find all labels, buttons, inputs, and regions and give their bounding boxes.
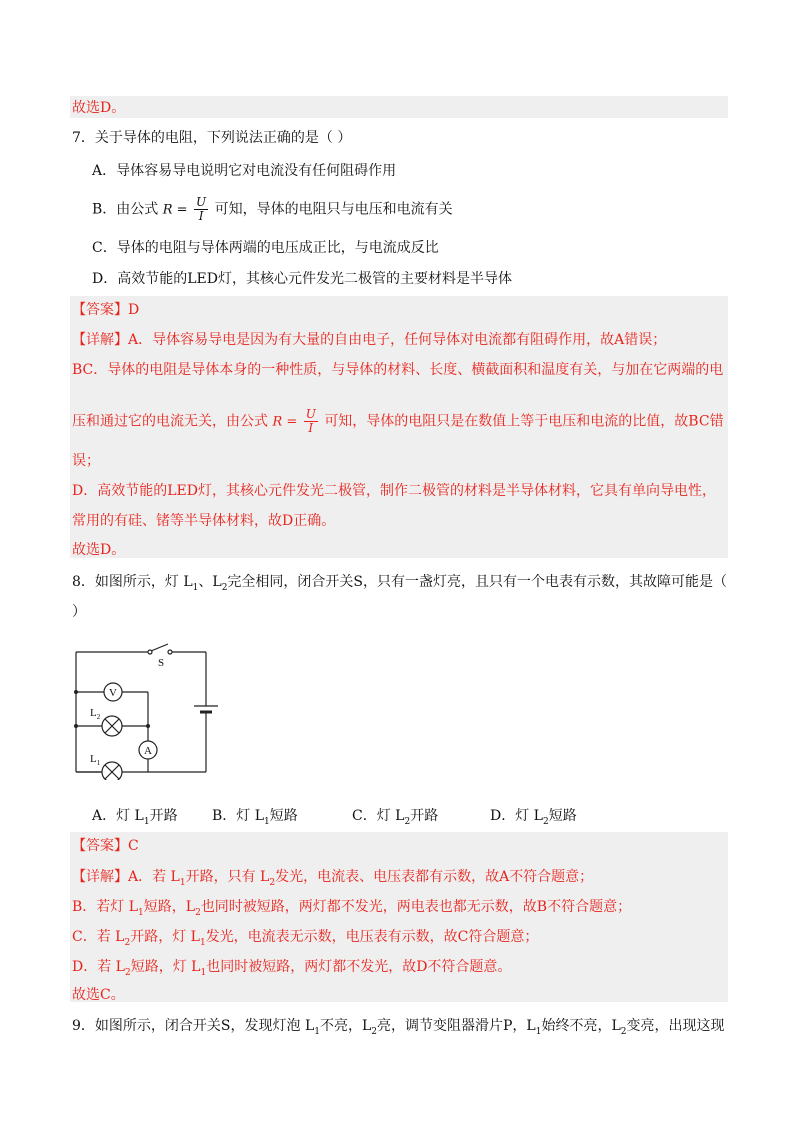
q8-explanation-1: 【详解】A．若 $L_1$开路，只有 $L_2$发光，电流表、电压表都有示数，故A不符合题意；: [72, 869, 594, 888]
q7-explanation-5: D．高效节能的LED灯，其核心元件发光二极管，制作二极管的材料是半导体材料，它具有单向导电性，: [72, 483, 716, 499]
q7-exp-formula-fraction: [304, 408, 318, 435]
q7-explanation-3-post: 可知，导体的电阻只是在数值上等于电压和电流的比值，故BC错: [324, 413, 724, 430]
q7-exp-formula-numerator: U: [305, 407, 316, 421]
node-lamp2-right: [146, 724, 150, 728]
q8-option-b: B．灯 $L_1$短路: [212, 808, 298, 827]
q7-formula-denominator: I: [198, 209, 204, 223]
q8-explanation-3: C．若 $L_2$开路，灯 $L_1$发光，电流表无示数，电压表有示数，故C符合题意；: [72, 929, 539, 948]
q7-explanation-6: 常用的有硅、锗等半导体材料，故D正确。: [72, 513, 336, 529]
q8-stem-sub-2: 2: [221, 582, 228, 593]
q8-stem-mid: 、L: [198, 574, 222, 590]
q8-stem-line-2: ）: [72, 604, 86, 620]
q8-stem-pre: 8．如图所示，灯 L: [72, 574, 193, 590]
q7-explanation-4: 误；: [72, 453, 100, 469]
q7-option-a: A．导体容易导电说明它对电流没有任何阻碍作用: [92, 163, 397, 179]
q7-formula-numerator: U: [196, 195, 207, 209]
q8-option-d: D．灯 $L_2$短路: [490, 808, 577, 827]
q7-option-c: C．导体的电阻与导体两端的电压成正比，与电流成反比: [92, 240, 439, 256]
q7-formula-fraction: [194, 196, 208, 223]
q8-option-a: A．灯 $L_1$开路: [92, 808, 178, 827]
q7-option-b-pre: B．由公式: [92, 201, 159, 218]
q8-conclusion: 故选C。: [72, 987, 125, 1003]
switch-label: S: [158, 657, 165, 669]
q7-exp-formula-denominator: I: [308, 421, 314, 435]
lamp1-icon: [102, 762, 122, 780]
q7-exp-formula-lhs: R =: [272, 414, 298, 430]
q7-stem: 7．关于导体的电阻，下列说法正确的是（ ）: [72, 130, 352, 146]
q7-option-b: [92, 196, 453, 223]
node-lamp2-left: [74, 724, 78, 728]
q8-stem-sub-1: 1: [192, 582, 199, 593]
q7-explanation-1: 【详解】A．导体容易导电是因为有大量的自由电子，任何导体对电流都有阻碍作用，故A错误；: [72, 332, 667, 348]
q8-option-c: C．灯 $L_2$开路: [352, 808, 439, 827]
switch-contact: [168, 650, 172, 654]
q7-conclusion: 故选D。: [72, 542, 126, 558]
q8-stem-post: 完全相同，闭合开关S，只有一盏灯亮，且只有一个电表有示数，其故障可能是（: [227, 574, 728, 590]
q8-stem-line-1: [72, 572, 727, 598]
q8-circuit-diagram: [70, 640, 220, 780]
q7-formula-lhs: R =: [162, 202, 188, 218]
q7-answer: 【答案】D: [72, 302, 140, 318]
lamp2-label: $L_2$: [90, 707, 101, 721]
ammeter-label: A: [144, 745, 152, 757]
q8-answer: 【答案】C: [72, 838, 139, 854]
q8-explanation-2: B．若灯 $L_1$短路，$L_2$也同时被短路，两灯都不发光，两电表也都无示数，故B不符合题意；: [72, 899, 632, 918]
q7-option-d: D．高效节能的LED灯，其核心元件发光二极管的主要材料是半导体: [92, 271, 512, 287]
q7-option-b-post: 可知，导体的电阻只与电压和电流有关: [214, 201, 453, 218]
prev-conclusion: 故选D。: [72, 100, 126, 116]
prev-explanation-shade: [70, 96, 728, 118]
voltmeter-label: V: [109, 687, 117, 699]
q9-stem: 9．如图所示，闭合开关S，发现灯泡 $L_1$不亮，$L_2$亮，调节变阻器滑片P，$L_1$始终不亮，$L_2$变亮，出现这现: [72, 1018, 725, 1037]
q7-explanation-2: BC．导体的电阻是导体本身的一种性质，与导体的材料、长度、横截面积和温度有关，与加在它两端的电: [72, 362, 724, 378]
node-voltmeter-left: [74, 690, 78, 694]
q8-explanation-4: D．若 $L_2$短路，灯 $L_1$也同时被短路，两灯都不发光，故D不符合题意。: [72, 959, 512, 978]
q7-explanation-3-pre: 压和通过它的电流无关，由公式: [72, 413, 268, 430]
switch-blade: [151, 644, 168, 651]
q7-explanation-3: [72, 408, 724, 435]
lamp1-label: $L_1$: [90, 753, 101, 767]
